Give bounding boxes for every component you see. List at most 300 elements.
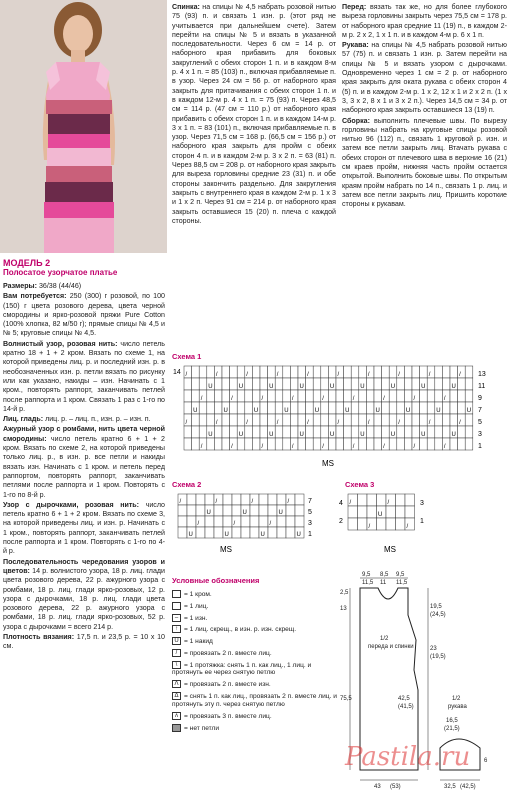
schema1-cell [275,438,283,450]
schema1-row-14: 14 [173,369,181,376]
schema1-cell [336,426,344,438]
schema1-row-number: 9 [478,395,482,402]
schema1-row-number: 1 [478,443,482,450]
schema1-cell [245,378,253,390]
schema1-cell [207,366,215,378]
paragraph-body: лиц. р. – лиц. п., изн. р. – изн. п. [43,415,151,424]
schema1-cell [382,378,390,390]
right-dim-1: 19,5 [430,604,442,610]
schema2-symbol: / [215,499,218,505]
schema1-cell [420,390,428,402]
schema1-cell [275,402,283,414]
schema1-cell [404,438,412,450]
schema1-cell [321,402,329,414]
schema1-cell [306,438,314,450]
schema1-cell [412,402,420,414]
schema1-symbol: U [299,432,304,438]
schema1-symbol: U [223,408,228,414]
schema1-cell [230,426,238,438]
schema1-symbol: / [261,444,264,450]
schema1-cell [450,366,458,378]
schema1-symbol: / [215,372,218,378]
schema1-cell [230,402,238,414]
schema1-cell [313,414,321,426]
schema1-cell [351,366,359,378]
col3-paragraph [342,3,507,40]
schema1-cell [252,438,260,450]
schema1-symbol: / [337,372,340,378]
schema3-symbol: / [406,524,409,530]
schema1-cell [465,438,473,450]
sleeve-label-2: рукава [448,704,467,710]
schema1-cell [237,390,245,402]
schema1-symbol: / [322,444,324,450]
schema2-symbol: / [251,499,254,505]
schema1-cell [245,438,253,450]
paragraph-heading: Волнистый узор, розовая нить: [3,339,118,348]
paragraph-body: число петель кратно 6 + 1 + 2 кром. Вязать по схеме 2, на которой приведены только лиц. р., в изн. р. все петли и накиды вязать изн. Начинать с 1 кром. и петель перед раппортом, повторять раппорт, заканчивать петлями после раппорта и 1 кром. Повторять с 1-го по 8-й р. [3,434,165,499]
schema1-cell [230,414,238,426]
schema2-cell [205,494,214,505]
schema1-cell [230,366,238,378]
schema1-cell [458,438,466,450]
schema1-cell [268,414,276,426]
schema1-cell [458,378,466,390]
schema1-cell [336,390,344,402]
schema2-cell [214,505,223,516]
schema1-cell [465,366,473,378]
schema1-cell [336,402,344,414]
schema1-symbol: / [398,420,400,426]
schema2-cell [286,527,295,538]
schema2-cell [277,527,286,538]
schema1-cell [412,426,420,438]
schema1-cell [184,438,192,450]
schema2-cell [241,527,250,538]
schema1-cell [222,438,230,450]
schema1-cell [344,414,352,426]
legend-item [172,590,342,599]
schema3-cell [386,506,396,518]
schema1-cell [420,366,428,378]
schema1-cell [298,402,306,414]
schema1-cell [237,366,245,378]
schema1-symbol: / [459,372,461,378]
schema2-cell [187,516,196,527]
schema1-cell [344,366,352,378]
schema1-symbol: / [428,372,431,378]
schema1-cell [397,402,405,414]
schema1-cell [366,426,374,438]
schema3-cell [405,506,415,518]
schema1-symbol: U [284,408,289,414]
schema1-cell [389,366,397,378]
legend-text: = снять 1 п. как лиц., провязать 2 п. вместе лиц. и протянуть эту п. через снятую петлю [172,692,337,708]
schema1-row-number: 7 [478,407,482,414]
schema2-cell [277,494,286,505]
schema1-cell [359,366,367,378]
schema2-cell [205,516,214,527]
schema3-cell [358,518,368,530]
schema1-symbol: U [451,384,456,390]
schema1-cell [252,366,260,378]
schema1-cell [420,402,428,414]
schema2-ms-label: MS [220,545,232,554]
sleeve-bottom-dim: 32,5 [444,784,456,790]
schema2-cell [250,505,259,516]
schema3-row-4: 4 [339,500,343,507]
legend-symbol-icon [172,724,181,732]
schema1-cell [366,438,374,450]
schema1-cell [298,366,306,378]
paragraph-heading: Узор с дырочками, розовая нить: [3,500,140,509]
schema3-cell [386,518,396,530]
schema3-cell [367,494,377,506]
paragraph-body: выполнить плечевые швы. По вырезу горловины набрать на круговые спицы розовой нитью 96 (112) п., связать 1 круговой р. изн. и затем все петли закрыть лиц. Втачать рукава с обеих сторон от плечевого шва в верхние 16 (21) см краев пройм, нижняя часть пройм остается открытой. Выполнить боковые швы. По открытым краям пройм набрать по 14 п., связать 1 р. лиц. и затем все петли закрыть лиц. Пришить короткие стороны к рукавам. [342,116,507,209]
model-title: МОДЕЛЬ 2 [3,258,51,268]
schema1-cell [336,378,344,390]
schema1-cell [404,390,412,402]
sleeve-top-dim-b: (21,5) [444,726,460,732]
schema1-symbol: U [329,432,335,438]
schema1-cell [328,402,336,414]
schema2-symbol: / [197,521,200,527]
legend-text: = нет петли [184,724,220,732]
schema1-cell [344,426,352,438]
schema1-cell [184,402,192,414]
schema1-cell [427,390,435,402]
schema1-cell [268,366,276,378]
schema1-cell [283,390,291,402]
schema1-cell [313,366,321,378]
schema1-symbol: / [246,420,248,426]
schema1-cell [290,426,298,438]
schema2-cell [295,494,304,505]
schema1-cell [268,390,276,402]
schema1-symbol: U [466,408,472,414]
schema1-cell [199,426,207,438]
schema3-cell [358,506,368,518]
paragraph-heading: Вам потребуется: [3,292,67,301]
schema3-row-2: 2 [339,518,343,525]
legend-item [172,724,342,733]
schema1-cell [199,378,207,390]
legend-item [172,661,342,678]
schema1-cell [290,414,298,426]
schema1-cell [192,378,200,390]
paragraph-body: число петель кратно 6 + 1 + 2 кром. Вязать по схеме 3, на которой приведены лиц. и изн. р. Начинать с 1 кром., повторять раппорт, заканчивать петлей после раппорта и 1 кром. Повторять с 1-го по 4-й р. [3,500,165,556]
legend-symbol-icon: U [172,637,181,645]
schema1-cell [404,366,412,378]
schema1-symbol: / [398,372,400,378]
schema1-cell [207,390,215,402]
schema1-cell [184,426,192,438]
schema2-symbol: U [278,510,283,516]
schema1-cell [389,390,397,402]
schema2-cell [187,494,196,505]
schema1-cell [450,402,458,414]
schema2-cell [178,516,187,527]
schema1-symbol: U [193,408,198,414]
schema1-cell [435,426,443,438]
schema1-cell [397,390,405,402]
schema1-symbol: / [443,444,446,450]
schema1-cell [298,438,306,450]
legend-text: = 1 протяжка: снять 1 п. как лиц., 1 лиц. и протянуть ее через снятую петлю [172,661,312,677]
schema1-row-number: 13 [478,371,486,378]
left-dim-2: 13 [340,606,347,612]
schema1-cell [328,414,336,426]
schema1-cell [404,414,412,426]
schema1-symbol: U [314,408,320,414]
schema1-ms-label: MS [322,459,334,468]
schema1-row-number: 11 [478,383,486,390]
schema1-cell [184,378,192,390]
schema1-symbol: / [367,420,370,426]
schema1-cell [412,414,420,426]
legend-text: = провязать 3 п. вместе лиц. [184,712,272,720]
schema1-symbol: U [390,384,396,390]
legend-item [172,649,342,658]
col1-paragraph [3,633,165,652]
schema1-cell [222,426,230,438]
right-dim-2b: (19,5) [430,654,446,660]
schema1-cell [442,366,450,378]
legend-symbol-icon: \ [172,661,181,669]
legend-text: = 1 накид [184,637,213,645]
schema1-symbol: / [367,372,370,378]
schema1-cell [374,390,382,402]
schema1-chart [170,362,505,472]
col2-paragraphs [172,3,336,226]
schema1-cell [290,366,298,378]
schema1-symbol: / [352,444,355,450]
paragraph-heading: Плотность вязания: [3,632,75,641]
schema1-cell [359,402,367,414]
schema1-symbol: / [443,396,446,402]
paragraph-heading: Размеры: [3,282,37,290]
legend-item [172,625,342,634]
schema1-cell [351,402,359,414]
legend-item [172,614,342,623]
schema1-cell [290,402,298,414]
schema1-symbol: / [307,372,309,378]
schema1-symbol: / [307,420,309,426]
schema1-cell [374,414,382,426]
schema1-cell [427,426,435,438]
schema2-title: Схема 2 [172,480,202,489]
schema1-cell [465,426,473,438]
schema1-cell [245,402,253,414]
schema1-cell [344,438,352,450]
schema1-cell [458,426,466,438]
top2-dim-2: 11 [380,580,387,586]
schema1-cell [336,438,344,450]
schema1-cell [260,402,268,414]
schema1-cell [344,390,352,402]
schema2-cell [268,494,277,505]
schema1-cell [222,390,230,402]
schema1-cell [306,378,314,390]
schema1-title: Схема 1 [172,352,202,361]
schema2-cell [223,516,232,527]
schema1-cell [328,390,336,402]
schema1-cell [283,426,291,438]
schema2-cell [241,516,250,527]
paragraph-body: на спицы № 4,5 набрать розовой нитью 75 (93) п. и связать 1 изн. р. (этот ряд не учитывается при дальнейшем счете). Затем перейти на спицы № 5 и вязать в указанной последовательности. Через 6 см = 14 р. от наборного края прибавить для боковых закруглений с обеих сторон 1 п. и в каждом 8-м р. 4 х 1 п. = 85 (103) п., включая прибавляемые п. в узор. Через 24 см = 56 р. от наборного края закрыть для притачивания с обеих сторон 1 п. и в каждом 12-м р. 4 х 1 п. = 75 (93) п. Через 48,5 см = 114 р. (47 см = 110 р.) от наборного края прибавить с обеих сторон 1 п. и в каждом 14-м р. 3 х 1 п. = 83 (101) п., включая прибавляемые п. в узор. Через 71,5 см = 168 р. (66,5 см = 156 р.) от наборного края закрыть для пройм с обеих сторон 4 п. и в каждом 2-м р. 3 х 2 п. = 63 (81) п. Через 88,5 см = 208 р. от наборного края закрыть для выреза горловины средние 23 (31) п. и обе стороны закончить раздельно. Для закругления закрыть с внутреннего края в каждом 2-м р. 1 х 3 и 1 х 2 п. Через 91 см = 214 р. от наборного края закрыть оставшиеся 15 (20) п. плеча с каждой стороны. [172,3,336,225]
schema1-cell [359,438,367,450]
schema1-symbol: / [337,420,340,426]
schema2-cell [268,527,277,538]
schema1-cell [275,378,283,390]
col3-paragraph [342,41,507,115]
schema1-symbol: U [238,384,244,390]
schema1-cell [397,426,405,438]
schema1-cell [374,378,382,390]
schema1-symbol: U [421,384,426,390]
left-dim-3: 75,5 [340,696,352,702]
schema1-cell [237,414,245,426]
schema1-symbol: / [413,444,416,450]
legend-symbol-icon: Δ [172,692,181,700]
schema3-cell [377,518,387,530]
schema1-cell [313,390,321,402]
paragraph-heading: Ажурный узор с ромбами, нить цвета черной смородины: [3,425,165,443]
legend-text: = 1 кром. [184,590,212,598]
schema1-cell [351,414,359,426]
schema1-symbol: U [421,432,426,438]
col2-paragraph [172,3,336,226]
schema1-symbol: U [436,408,441,414]
schema1-cell [207,414,215,426]
schema1-cell [359,414,367,426]
schema2-cell [187,505,196,516]
schema2-cell [259,494,268,505]
schema1-symbol: / [261,396,264,402]
schema1-symbol: U [451,432,456,438]
right-dim-1b: (24,5) [430,612,446,618]
paragraph-body: число петель кратно 18 + 1 + 2 кром. Вязать по схеме 1, на которой приведены лиц. р. и последний изн. р. в необозначенных изн. р. петли вязать по рисунку или как указано, накиды – изн. Начинать с 1 кром., повторять раппорт, заканчивать петлей после раппорта и 1 кром. Связать 1 раз с 1-го по 14-й р. [3,339,165,413]
schema1-symbol: / [459,420,461,426]
schema2-cell [214,527,223,538]
paragraph-body: 17,5 п. и 23,5 р. = 10 х 10 см. [3,632,165,651]
legend-list [172,590,342,735]
schema1-symbol: U [299,384,304,390]
schema2-cell [205,527,214,538]
schema1-cell [245,390,253,402]
col1-paragraph [3,282,165,291]
schema1-symbol: / [383,396,385,402]
legend-symbol-icon [172,602,181,610]
schema1-cell [199,402,207,414]
schema1-cell [328,438,336,450]
schema1-cell [230,378,238,390]
schema1-symbol: / [185,372,188,378]
schema1-cell [465,390,473,402]
schema3-cell [348,506,358,518]
schema1-symbol: / [231,396,233,402]
schema1-cell [389,414,397,426]
schema1-symbol: / [383,444,385,450]
schema1-cell [465,378,473,390]
schema1-symbol: U [329,384,335,390]
schema1-cell [359,390,367,402]
schema1-cell [275,390,283,402]
schema2-row-number: 3 [308,520,312,527]
legend-item [172,692,342,709]
legend-text: = провязать 2 п. вместе изн. [184,681,271,688]
col3-paragraphs [342,3,507,210]
column-left [3,258,165,653]
model-photo [0,0,167,253]
bottom-dim-1: 43 [374,784,381,790]
schema1-cell [298,414,306,426]
schema1-symbol: / [276,420,279,426]
schema2-cell [214,516,223,527]
schema3-cell [348,518,358,530]
schema3-chart [336,490,466,556]
schema1-cell [450,438,458,450]
schema1-cell [382,414,390,426]
col1-paragraph [3,501,165,557]
schema1-cell [374,438,382,450]
schema1-cell [382,426,390,438]
top-dim-2: 8,5 [380,572,389,578]
top2-dim-3: 11,5 [396,580,408,586]
paragraph-body: на спицы № 4,5 набрать розовой нитью 57 (75) п. и связать 1 изн. р. Затем перейти на спицы № 5 и вязать узором с дырочками. Одновременно через 1 см = 2 р. от наборного края закрыть для оката рукава с обеих сторон 4 (5) п. и в каждом 2-м р. 1 х 2, 12 х 1 и 2 х 2 п. (1 х 3, 3 х 2, 8 х 1 и 3 х 2 п.). Через 14,5 см = 34 р. от наборного края закрыть оставшиеся 13 (19) п. [342,41,507,115]
schema1-symbol: U [238,432,244,438]
schema3-cell [377,494,387,506]
paragraph-body: 250 (300) г розовой, по 100 (150) г цвета розового дерева, цвета черной смородины и ярко-розовой пряжи Pure Cotton (100% хлопка, 82 м/50 г); прямые спицы № 4,5 и № 5; круговые спицы № 4,5. [3,292,165,338]
schema2-cell [223,505,232,516]
schema1-cell [389,438,397,450]
legend-text: = провязать 2 п. вместе лиц. [184,649,272,657]
schema1-cell [442,414,450,426]
legend-title: Условные обозначения [172,576,260,585]
schema1-cell [321,378,329,390]
schema1-symbol: / [322,396,324,402]
schema2-cell [232,494,241,505]
schema1-symbol: / [185,420,188,426]
schema1-cell [313,438,321,450]
schema1-cell [412,366,420,378]
schema1-cell [313,426,321,438]
schema1-cell [252,426,260,438]
schema1-cell [328,366,336,378]
schema1-symbol: U [405,408,411,414]
schema2-cell [223,494,232,505]
schema1-cell [366,402,374,414]
schema1-cell [435,414,443,426]
sleeve-label-1: 1/2 [452,696,461,702]
schema2-cell [250,527,259,538]
paragraph-body: вязать так же, но для более глубокого выреза горловины закрыть через 75,5 см = 178 р. от наборного края средние 11 (19) п., в каждом 2-м р. 2 х 2, 1 х 1 п. и в каждом 4-м р. 6 х 1 п. [342,3,507,39]
schema1-symbol: / [200,396,203,402]
schema1-cell [306,402,314,414]
schema1-row-number: 5 [478,419,482,426]
schema1-cell [214,402,222,414]
schema1-cell [458,402,466,414]
schema2-cell [196,494,205,505]
watermark: Pastila.ru [345,742,471,772]
schema2-symbol: / [233,521,236,527]
schema1-cell [245,426,253,438]
schema2-cell [259,505,268,516]
schema2-symbol: U [206,510,211,516]
schema1-cell [412,378,420,390]
schema2-row-number: 5 [308,509,312,516]
top2-dim-1: 11,5 [362,580,374,586]
